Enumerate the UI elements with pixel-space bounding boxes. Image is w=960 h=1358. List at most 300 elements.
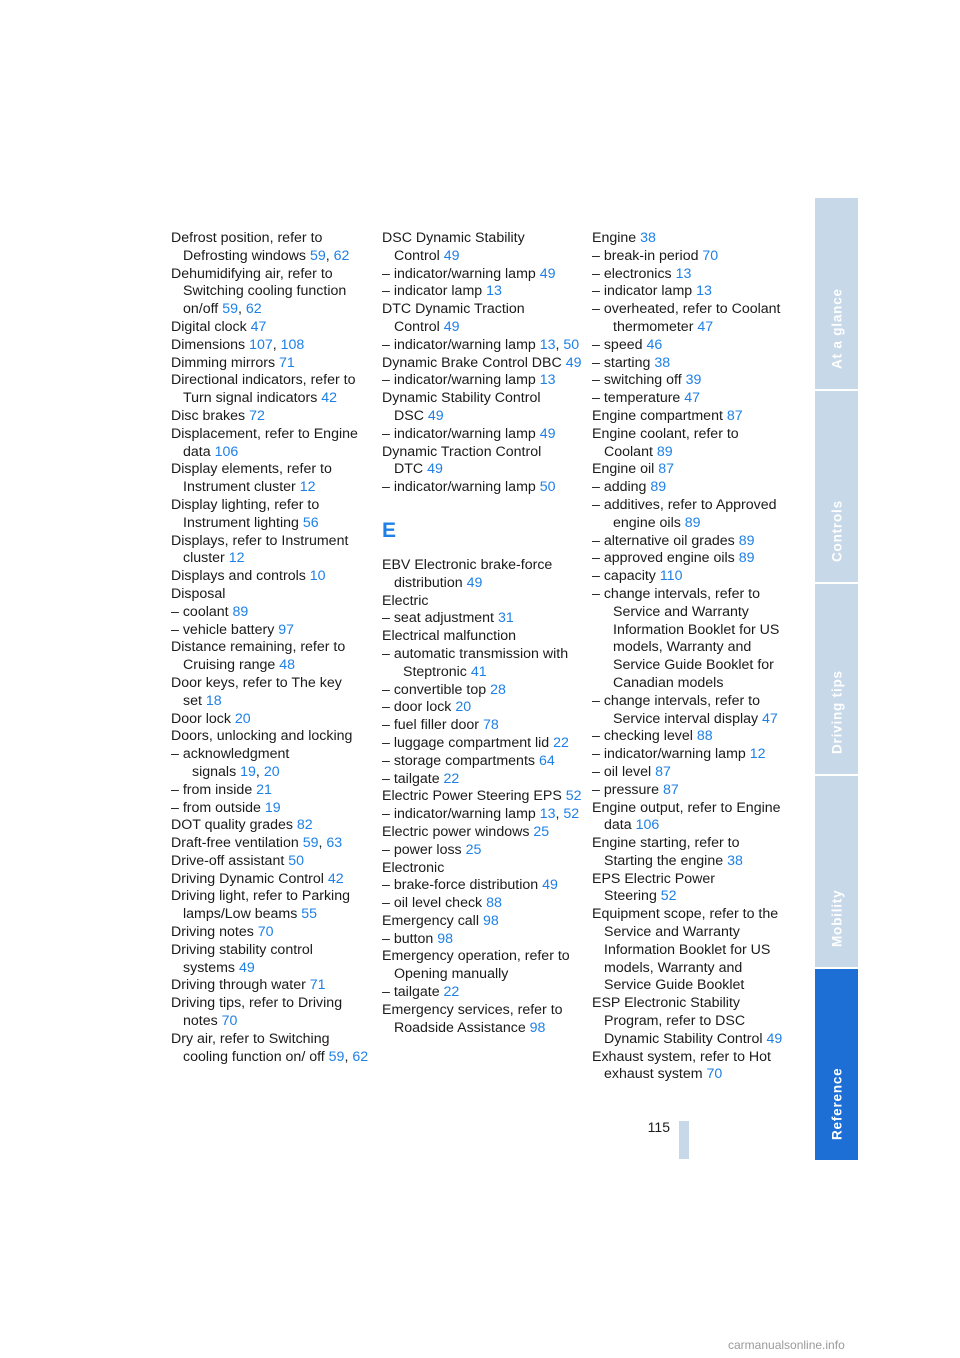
page-link[interactable]: 19 xyxy=(240,763,256,780)
entry-text: Dimensions xyxy=(171,336,246,353)
index-entry xyxy=(592,995,788,1048)
entry-text: Electronic xyxy=(382,859,445,876)
index-entry xyxy=(592,230,788,248)
page-link[interactable]: 62 xyxy=(352,1048,369,1065)
page-link[interactable]: 19 xyxy=(264,799,281,816)
page-link[interactable]: 38 xyxy=(654,354,671,371)
entry-text: Defrost position, refer to Defrosting windows xyxy=(171,230,323,264)
index-subentry xyxy=(171,782,371,800)
index-entry xyxy=(382,824,582,842)
index-subentry: – indicator/warning lamp 13, 50 xyxy=(382,336,580,353)
page-link[interactable]: 12 xyxy=(228,550,245,567)
index-subentry xyxy=(592,497,788,533)
entry-text: DOT quality grades xyxy=(171,817,293,834)
index-subentry xyxy=(592,764,788,782)
tab-label: Reference xyxy=(829,1067,844,1140)
index-entry xyxy=(171,888,371,924)
entry-text: – oil level xyxy=(592,763,652,780)
page-link[interactable]: 71 xyxy=(309,977,326,994)
page-link[interactable]: 59 xyxy=(302,835,319,852)
entry-text: – electronics xyxy=(592,265,672,282)
page-link[interactable]: 41 xyxy=(470,663,487,680)
page-link[interactable]: 49 xyxy=(766,1030,783,1047)
page-link[interactable]: 56 xyxy=(302,514,319,531)
page-link[interactable]: 52 xyxy=(565,788,582,805)
tab-reference[interactable] xyxy=(815,969,858,1160)
index-subentry xyxy=(592,533,788,551)
index-subentry: – acknowledgment signals 19, 20 xyxy=(171,746,290,780)
entry-text: Driving tips, refer to Driving notes xyxy=(171,995,343,1030)
page-link[interactable]: 82 xyxy=(296,817,313,834)
entry-text: – indicator/warning lamp xyxy=(382,479,536,496)
page-link[interactable]: 48 xyxy=(279,657,296,674)
index-entry xyxy=(171,497,371,533)
index-subentry xyxy=(382,877,582,895)
entry-text: Draft-free ventilation xyxy=(171,835,299,852)
entry-text: Display elements, refer to Instrument cluster xyxy=(171,461,332,496)
index-subentry xyxy=(592,283,788,301)
page-link[interactable]: 71 xyxy=(279,354,295,371)
index-entry: Dry air, refer to Switching cooling function on/ off 59, 62 xyxy=(171,1030,369,1065)
entry-text: Dimming mirrors xyxy=(171,354,276,371)
entry-text: – vehicle battery xyxy=(171,621,275,638)
index-entry xyxy=(171,426,371,462)
index-subentry xyxy=(382,283,582,301)
entry-text: Door lock xyxy=(171,710,231,727)
page-link[interactable]: 52 xyxy=(660,888,677,905)
entry-text: – indicator/warning lamp xyxy=(382,372,536,389)
page-link[interactable]: 49 xyxy=(427,461,443,478)
watermark: carmanualsonline.info xyxy=(728,1338,845,1352)
index-subentry xyxy=(382,266,582,284)
page-link[interactable]: 39 xyxy=(685,372,702,389)
page-link[interactable]: 22 xyxy=(443,770,460,787)
page-link[interactable]: 106 xyxy=(635,817,660,834)
page-link[interactable]: 89 xyxy=(650,479,667,496)
entry-text: – indicator/warning lamp xyxy=(382,425,536,442)
tab-label: Mobility xyxy=(829,889,844,948)
page-link[interactable]: 22 xyxy=(443,984,460,1001)
page-link[interactable]: 50 xyxy=(288,852,305,869)
page-link[interactable]: 62 xyxy=(333,247,350,264)
entry-text: Exhaust system, refer to Hot exhaust system xyxy=(592,1048,771,1083)
index-entry xyxy=(592,461,788,479)
page-link[interactable]: 88 xyxy=(486,895,502,912)
index-subentry xyxy=(592,550,788,568)
index-subentry xyxy=(382,735,582,753)
entry-text: – door lock xyxy=(382,699,452,716)
entry-text: – coolant xyxy=(171,603,229,620)
page-link[interactable]: 49 xyxy=(238,959,255,976)
entry-text: – luggage compartment lid xyxy=(382,734,550,751)
index-entry xyxy=(171,853,371,871)
entry-text: ESP Electronic Stability Program, refer to DSC Dynamic Stability Control xyxy=(592,995,763,1047)
page-link[interactable]: 64 xyxy=(538,752,555,769)
index-entry xyxy=(171,461,371,497)
page-link[interactable]: 106 xyxy=(214,443,239,460)
index-entry xyxy=(382,355,582,373)
index-subentry xyxy=(592,746,788,764)
index-subentry xyxy=(382,646,582,682)
page-link[interactable]: 47 xyxy=(697,318,714,335)
index-entry xyxy=(382,788,582,806)
index-entry xyxy=(382,230,582,266)
index-entry xyxy=(171,924,371,942)
index-entry xyxy=(171,995,371,1031)
entry-text: Driving through water xyxy=(171,977,306,994)
index-subentry xyxy=(592,266,788,284)
page-link[interactable]: 50 xyxy=(563,336,580,353)
page-link[interactable]: 42 xyxy=(327,870,344,887)
entry-text: Dehumidifying air, refer to Switching cooling function on/off xyxy=(171,265,347,318)
index-entry xyxy=(171,871,371,889)
index-entry xyxy=(592,1049,788,1085)
page-link[interactable]: 89 xyxy=(738,550,755,567)
page-link[interactable]: 49 xyxy=(443,318,460,335)
index-subentry xyxy=(382,479,582,497)
page-link[interactable]: 55 xyxy=(301,906,318,923)
page-link[interactable]: 78 xyxy=(482,717,499,734)
page-link[interactable]: 52 xyxy=(563,806,580,823)
index-subentry xyxy=(592,586,788,693)
index-entry xyxy=(382,444,582,480)
entry-text: – automatic transmission with Steptronic xyxy=(382,645,569,680)
page-link[interactable]: 89 xyxy=(738,532,755,549)
tab-label: At a glance xyxy=(829,287,844,369)
entry-text: Disposal xyxy=(171,585,226,602)
page-link[interactable]: 38 xyxy=(727,852,743,869)
entry-text: – alternative oil grades xyxy=(592,532,735,549)
page-link[interactable]: 13 xyxy=(539,336,556,353)
page-link[interactable]: 21 xyxy=(256,781,272,798)
page-link[interactable]: 28 xyxy=(490,681,506,698)
page-link[interactable]: 13 xyxy=(486,283,502,300)
entry-text: Directional indicators, refer to Turn signal indicators xyxy=(171,372,356,407)
index-entry xyxy=(171,817,371,835)
entry-text: – fuel filler door xyxy=(382,717,479,734)
entry-text: Electric power windows xyxy=(382,823,530,840)
entry-text: Doors, unlocking and locking xyxy=(171,728,353,745)
page-number-bar xyxy=(679,1121,689,1159)
page-link[interactable]: 88 xyxy=(696,728,713,745)
index-subentry xyxy=(592,248,788,266)
index-entry: Dimensions 107, 108 xyxy=(171,336,305,353)
index-subentry xyxy=(382,753,582,771)
entry-text: Driving light, refer to Parking lamps/Low beams xyxy=(171,888,350,923)
entry-text: Engine compartment xyxy=(592,407,723,424)
index-subentry xyxy=(382,931,582,949)
index-entry xyxy=(592,906,788,995)
entry-text: Door keys, refer to The key set xyxy=(171,674,342,709)
page-link[interactable]: 89 xyxy=(656,443,673,460)
index-column-2 xyxy=(382,230,582,1037)
entry-text: Dynamic Brake Control DBC xyxy=(382,354,562,371)
entry-text: Electric xyxy=(382,592,429,609)
entry-text: Displays and controls xyxy=(171,568,306,585)
page-link[interactable]: 18 xyxy=(205,692,222,709)
entry-text: – indicator/warning lamp xyxy=(382,336,536,353)
index-entry: Defrost position, refer to Defrosting windows 59, 62 xyxy=(171,230,350,264)
index-subentry xyxy=(592,568,788,586)
index-subentry xyxy=(382,682,582,700)
index-entry xyxy=(171,355,371,373)
index-entry xyxy=(592,835,788,871)
entry-text: – checking level xyxy=(592,728,693,745)
entry-text: – speed xyxy=(592,336,643,353)
page-link[interactable]: 98 xyxy=(437,930,454,947)
index-entry xyxy=(382,593,582,611)
page-link[interactable]: 49 xyxy=(443,247,460,264)
index-subentry xyxy=(382,842,582,860)
page-link[interactable]: 10 xyxy=(309,568,326,585)
index-subentry xyxy=(382,372,582,390)
index-subentry xyxy=(171,622,371,640)
index-entry xyxy=(592,871,788,907)
index-subentry xyxy=(382,699,582,717)
tab-controls[interactable] xyxy=(815,391,858,582)
page-number: 115 xyxy=(647,1119,670,1135)
index-entry xyxy=(171,586,371,604)
page-link[interactable]: 31 xyxy=(497,610,514,627)
page-link[interactable]: 49 xyxy=(539,425,556,442)
index-entry xyxy=(382,301,582,337)
index-column-1 xyxy=(171,230,371,1066)
index-entry xyxy=(171,568,371,586)
entry-text: Displays, refer to Instrument cluster xyxy=(171,532,349,567)
entry-text: Electrical malfunction xyxy=(382,628,517,645)
index-subentry: – indicator/warning lamp 13, 52 xyxy=(382,806,580,823)
page-link[interactable]: 49 xyxy=(427,407,444,424)
entry-text: Driving stability control systems xyxy=(171,941,313,976)
page-link[interactable]: 47 xyxy=(762,710,778,727)
index-letter-heading: E xyxy=(382,518,397,542)
tab-label: Controls xyxy=(829,499,844,562)
index-entry xyxy=(382,628,582,646)
page-link[interactable]: 63 xyxy=(326,835,343,852)
page-link[interactable]: 25 xyxy=(465,841,482,858)
index-entry xyxy=(592,408,788,426)
page-link[interactable]: 108 xyxy=(280,336,305,353)
index-subentry xyxy=(592,390,788,408)
entry-text: – approved engine oils xyxy=(592,550,735,567)
entry-text: – pressure xyxy=(592,781,660,798)
page-link[interactable]: 50 xyxy=(539,479,556,496)
entry-text: Digital clock xyxy=(171,318,247,335)
entry-text: Emergency call xyxy=(382,912,479,929)
entry-text: – button xyxy=(382,930,434,947)
index-entry: Dehumidifying air, refer to Switching cooling function on/off 59, 62 xyxy=(171,265,347,318)
entry-text: Dynamic Stability Control DSC xyxy=(382,390,541,424)
page-link[interactable]: 12 xyxy=(749,746,766,763)
index-subentry xyxy=(592,728,788,746)
index-entry xyxy=(382,390,582,426)
page-link[interactable]: 38 xyxy=(640,230,656,246)
entry-text: – convertible top xyxy=(382,681,487,698)
entry-text: Driving notes xyxy=(171,924,254,941)
page-link[interactable]: 59 xyxy=(328,1048,345,1065)
entry-text: – tailgate xyxy=(382,770,440,787)
page-link[interactable]: 49 xyxy=(565,354,582,371)
page-link[interactable]: 72 xyxy=(249,407,265,424)
index-entry xyxy=(171,639,371,675)
page-link[interactable]: 13 xyxy=(696,283,712,300)
entry-text: – tailgate xyxy=(382,984,440,1001)
entry-text: Driving Dynamic Control xyxy=(171,870,324,887)
index-entry xyxy=(171,319,371,337)
entry-text: – seat adjustment xyxy=(382,610,494,627)
index-entry xyxy=(171,942,371,978)
index-subentry xyxy=(382,717,582,735)
page-link[interactable]: 62 xyxy=(245,301,262,318)
index-entry xyxy=(382,557,582,593)
index-entry xyxy=(382,913,582,931)
entry-text: Equipment scope, refer to the Service and Warranty Information Booklet for US models, Warranty and Service Guide Booklet xyxy=(592,906,779,994)
entry-text: DTC Dynamic Traction Control xyxy=(382,301,525,335)
index-entry xyxy=(382,1002,582,1038)
index-subentry xyxy=(592,782,788,800)
entry-text: – indicator lamp xyxy=(382,283,483,300)
tab-at-a-glance[interactable] xyxy=(815,198,858,389)
entry-text: Engine starting, refer to Starting the engine xyxy=(592,835,740,869)
index-entry xyxy=(382,948,582,984)
entry-text: – change intervals, refer to Service interval display xyxy=(592,692,760,727)
page-link[interactable]: 49 xyxy=(542,877,558,894)
page-link[interactable]: 46 xyxy=(646,336,663,353)
entry-text: – starting xyxy=(592,354,651,371)
index-subentry xyxy=(592,693,788,729)
index-entry xyxy=(171,675,371,711)
entry-text: Disc brakes xyxy=(171,407,246,424)
page-link[interactable]: 20 xyxy=(234,710,251,727)
entry-text: Distance remaining, refer to Cruising range xyxy=(171,639,346,674)
page-link[interactable]: 98 xyxy=(529,1019,546,1036)
index-subentry xyxy=(592,372,788,390)
page-link[interactable]: 20 xyxy=(263,763,280,780)
page-link[interactable]: 49 xyxy=(466,574,483,591)
tab-label: Driving tips xyxy=(829,670,844,755)
page-link[interactable]: 87 xyxy=(658,461,675,478)
index-subentry xyxy=(592,301,788,337)
index-subentry xyxy=(382,771,582,789)
page-link[interactable]: 70 xyxy=(221,1013,238,1030)
tab-driving-tips[interactable] xyxy=(815,584,858,775)
tab-mobility[interactable] xyxy=(815,776,858,967)
page-link[interactable]: 87 xyxy=(726,407,743,424)
entry-text: EPS Electric Power Steering xyxy=(592,870,715,905)
page-link[interactable]: 87 xyxy=(655,763,671,780)
index-entry xyxy=(171,711,371,729)
page-link[interactable]: 87 xyxy=(662,781,679,798)
entry-text: Engine oil xyxy=(592,461,655,478)
entry-text: – capacity xyxy=(592,568,656,585)
page-link[interactable]: 20 xyxy=(455,699,472,716)
page-link[interactable]: 70 xyxy=(706,1066,723,1083)
index-subentry xyxy=(171,800,371,818)
page-link[interactable]: 47 xyxy=(684,390,701,407)
entry-text: – storage compartments xyxy=(382,752,535,769)
page-link[interactable]: 13 xyxy=(539,806,556,823)
index-entry xyxy=(171,728,371,746)
page-link[interactable]: 89 xyxy=(232,603,249,620)
entry-text: – adding xyxy=(592,479,647,496)
index-entry xyxy=(592,426,788,462)
index-subentry xyxy=(171,604,371,622)
page-link[interactable]: 25 xyxy=(533,823,550,840)
entry-text: – oil level check xyxy=(382,895,483,912)
entry-text: – from inside xyxy=(171,781,253,798)
index-column-3 xyxy=(592,230,788,1084)
entry-text: Display lighting, refer to Instrument lighting xyxy=(171,496,320,531)
entry-text: – change intervals, refer to Service and Warranty Information Booklet for US models, Warranty and Service Guide Booklet for Canadian models xyxy=(592,585,780,691)
index-entry xyxy=(382,860,582,878)
index-subentry xyxy=(382,895,582,913)
page-link[interactable]: 42 xyxy=(321,390,338,407)
entry-text: Emergency operation, refer to Opening manually xyxy=(382,948,570,983)
index-entry xyxy=(171,372,371,408)
page-link[interactable]: 22 xyxy=(553,734,569,751)
index-subentry xyxy=(592,355,788,373)
page-link[interactable]: 110 xyxy=(659,568,683,585)
entry-text: – indicator/warning lamp xyxy=(382,806,536,823)
section-sidebar xyxy=(815,198,858,1160)
index-entry xyxy=(171,408,371,426)
index-subentry xyxy=(382,426,582,444)
entry-text: – indicator/warning lamp xyxy=(382,265,536,282)
index-entry: Draft-free ventilation 59, 63 xyxy=(171,835,343,852)
entry-text: Engine coolant, refer to Coolant xyxy=(592,425,739,460)
page-link[interactable]: 59 xyxy=(222,301,238,318)
page-link[interactable]: 59 xyxy=(309,247,326,264)
entry-text: Engine xyxy=(592,230,637,246)
index-entry xyxy=(171,977,371,995)
page-link[interactable]: 97 xyxy=(278,621,295,638)
entry-text: – brake-force distribution xyxy=(382,877,539,894)
page-link[interactable]: 70 xyxy=(257,924,274,941)
entry-text: – break-in period xyxy=(592,247,699,264)
index-subentry xyxy=(382,984,582,1002)
page-link[interactable]: 12 xyxy=(299,479,316,496)
entry-text: EBV Electronic brake-force distribution xyxy=(382,556,553,591)
page-link[interactable]: 47 xyxy=(250,318,267,335)
entry-text: Engine output, refer to Engine data xyxy=(592,799,781,834)
index-entry xyxy=(592,800,788,836)
entry-text: DSC Dynamic Stability Control xyxy=(382,230,525,264)
entry-text: Dry air, refer to Switching cooling function on/ off xyxy=(171,1030,330,1065)
entry-text: Dynamic Traction Control DTC xyxy=(382,443,542,478)
page-link[interactable]: 98 xyxy=(482,912,499,929)
index-subentry xyxy=(592,479,788,497)
entry-text: Displacement, refer to Engine data xyxy=(171,425,358,460)
page-link[interactable]: 49 xyxy=(539,265,556,282)
page-link[interactable]: 89 xyxy=(684,514,701,531)
page-link[interactable]: 70 xyxy=(702,247,719,264)
entry-text: – overheated, refer to Coolant thermometer xyxy=(592,301,781,335)
page-link[interactable]: 13 xyxy=(539,372,556,389)
page-link[interactable]: 13 xyxy=(675,265,692,282)
entry-text: – indicator lamp xyxy=(592,283,693,300)
page-link[interactable]: 107 xyxy=(249,336,273,353)
entry-text: Drive-off assistant xyxy=(171,852,285,869)
entry-text: Emergency services, refer to Roadside Assistance xyxy=(382,1001,563,1036)
index-subentry xyxy=(592,337,788,355)
entry-text: – from outside xyxy=(171,799,261,816)
entry-text: – acknowledgment signals xyxy=(171,746,290,780)
entry-text: – switching off xyxy=(592,372,682,389)
entry-text: – power loss xyxy=(382,841,462,858)
entry-text: Electric Power Steering EPS xyxy=(382,788,562,805)
entry-text: – temperature xyxy=(592,390,681,407)
entry-text: – additives, refer to Approved engine oils xyxy=(592,496,777,531)
